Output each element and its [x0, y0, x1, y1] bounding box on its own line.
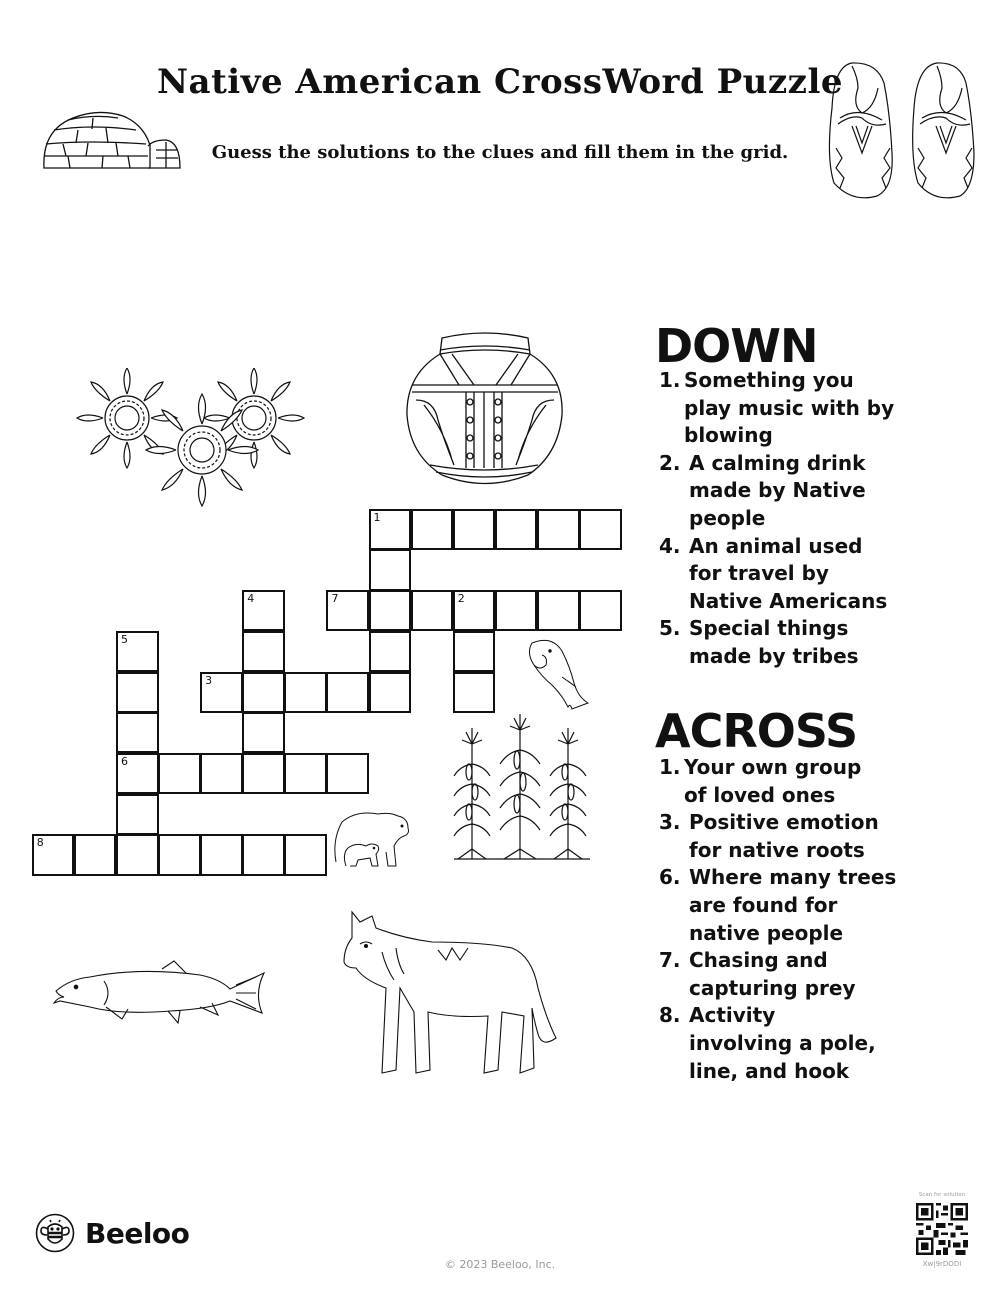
crossword-cell[interactable]	[453, 509, 496, 550]
clue-text-line: made by tribes	[689, 643, 859, 668]
crossword-cell[interactable]	[495, 590, 538, 631]
crossword-cell[interactable]	[284, 834, 327, 875]
crossword-cell[interactable]	[32, 834, 75, 875]
clue-number: 6.	[659, 865, 681, 890]
crossword-cell[interactable]	[369, 672, 412, 713]
clue-number: 6	[120, 754, 128, 768]
qr-id: Xw|9rDODI	[922, 1260, 962, 1268]
crossword-cell[interactable]	[284, 753, 327, 794]
crossword-cell[interactable]	[369, 631, 412, 672]
crossword-cell[interactable]	[116, 753, 159, 794]
clue-number: 5.	[659, 616, 681, 641]
corn-stalks-icon	[450, 714, 592, 862]
crossword-cell[interactable]	[537, 590, 580, 631]
clue-text-line: made by Native	[689, 478, 866, 503]
across-clue-7	[655, 947, 955, 1002]
crossword-cell[interactable]	[116, 631, 159, 672]
clue-number: 4	[247, 592, 255, 606]
page-subtitle: Guess the solutions to the clues and fill them in the grid.	[211, 142, 789, 163]
clue-number: 1.	[659, 755, 681, 779]
clue-number: 1.	[659, 368, 681, 392]
down-clue-2	[655, 450, 955, 533]
crossword-cell[interactable]	[369, 509, 412, 550]
clue-number: 4.	[659, 533, 681, 558]
crossword-cell[interactable]	[158, 834, 201, 875]
across-clues	[655, 704, 955, 1085]
crossword-cell[interactable]	[537, 509, 580, 550]
across-clue-8	[655, 1002, 955, 1085]
clue-text-line: of loved ones	[684, 782, 836, 807]
crossword-cell[interactable]	[242, 753, 285, 794]
crossword-cell[interactable]	[200, 834, 243, 875]
crossword-cell[interactable]	[116, 834, 159, 875]
down-clue-5	[655, 615, 955, 670]
clue-text-line: Something you	[684, 368, 854, 392]
clue-number: 3.	[659, 810, 681, 835]
crossword-cell[interactable]	[200, 672, 243, 713]
crossword-cell[interactable]	[116, 712, 159, 753]
crossword-cell[interactable]	[369, 590, 412, 631]
clue-text-line: Special things	[689, 616, 849, 641]
clue-text-line: for travel by	[689, 561, 829, 586]
page-title: Native American CrossWord Puzzle	[156, 62, 844, 102]
brand-name: Beeloo	[85, 1216, 190, 1250]
sunflowers-icon	[72, 368, 314, 508]
crossword-cell[interactable]	[284, 672, 327, 713]
crossword-cell[interactable]	[495, 509, 538, 550]
clue-text-line: Activity	[689, 1003, 776, 1028]
crossword-cell[interactable]	[74, 834, 117, 875]
clue-text-line: Positive emotion	[689, 810, 879, 835]
crossword-cell[interactable]	[411, 509, 454, 550]
clue-number: 7.	[659, 948, 681, 973]
clue-number: 5	[120, 632, 128, 646]
crossword-cell[interactable]	[369, 549, 412, 590]
down-heading: DOWN	[655, 319, 818, 373]
crossword-cell[interactable]	[326, 753, 369, 794]
crossword-cell[interactable]	[326, 590, 369, 631]
crossword-cell[interactable]	[453, 590, 496, 631]
clue-number: 8	[36, 836, 44, 850]
crossword-cell[interactable]	[453, 672, 496, 713]
clue-text-line: capturing prey	[689, 975, 856, 1000]
across-clue-1	[655, 754, 955, 809]
crossword-cell[interactable]	[242, 712, 285, 753]
clue-text-line: for native roots	[689, 837, 865, 862]
moccasins-icon	[822, 58, 982, 203]
crossword-cell[interactable]	[116, 672, 159, 713]
clue-text-line: are found for	[689, 892, 838, 917]
crossword-cell[interactable]	[579, 590, 622, 631]
qr-label: Scan for solution	[918, 1192, 966, 1198]
clue-number: 1	[373, 510, 381, 524]
clue-text-line: An animal used	[689, 533, 863, 558]
wolf-icon	[342, 908, 562, 1083]
crossword-cell[interactable]	[242, 631, 285, 672]
clue-text-line: people	[689, 505, 766, 530]
clue-text-line: Native Americans	[689, 588, 888, 613]
crossword-cell[interactable]	[158, 753, 201, 794]
across-clue-3	[655, 809, 955, 864]
crossword-cell[interactable]	[579, 509, 622, 550]
clue-text-line: involving a pole,	[689, 1030, 876, 1055]
qr-code[interactable]	[916, 1203, 968, 1255]
down-clues	[655, 319, 955, 671]
clue-number: 2	[457, 592, 465, 606]
igloo-icon	[38, 100, 183, 170]
clue-text-line: Your own group	[684, 755, 862, 779]
across-heading: ACROSS	[655, 704, 858, 758]
crossword-cell[interactable]	[116, 794, 159, 835]
crossword-cell[interactable]	[242, 672, 285, 713]
bee-logo-icon	[35, 1213, 75, 1253]
dolphin-icon	[522, 637, 597, 713]
beeloo-logo	[35, 1213, 189, 1253]
clue-text-line: native people	[689, 920, 844, 945]
clue-text-line: A calming drink	[689, 450, 866, 475]
down-clue-1	[655, 367, 955, 450]
clue-number: 7	[331, 592, 339, 606]
bear-with-cub-icon	[332, 810, 412, 870]
crossword-cell[interactable]	[411, 590, 454, 631]
clue-number: 3	[205, 673, 213, 687]
clue-number: 2.	[659, 450, 681, 475]
down-clue-4	[655, 533, 955, 616]
across-clue-6	[655, 864, 955, 947]
copyright-text: © 2023 Beeloo, Inc.	[444, 1258, 556, 1271]
crossword-cell[interactable]	[242, 590, 285, 631]
crossword-cell[interactable]	[200, 753, 243, 794]
clue-text-line: blowing	[684, 423, 773, 448]
crossword-cell[interactable]	[242, 834, 285, 875]
salmon-fish-icon	[50, 953, 272, 1035]
clue-text-line: Chasing and	[689, 948, 828, 973]
crossword-cell[interactable]	[453, 631, 496, 672]
clue-text-line: play music with by	[684, 395, 895, 420]
clue-text-line: Where many trees	[689, 865, 897, 890]
clue-text-line: line, and hook	[689, 1058, 850, 1083]
crossword-cell[interactable]	[326, 672, 369, 713]
pottery-jar-icon	[404, 330, 566, 490]
clue-number: 8.	[659, 1003, 681, 1028]
